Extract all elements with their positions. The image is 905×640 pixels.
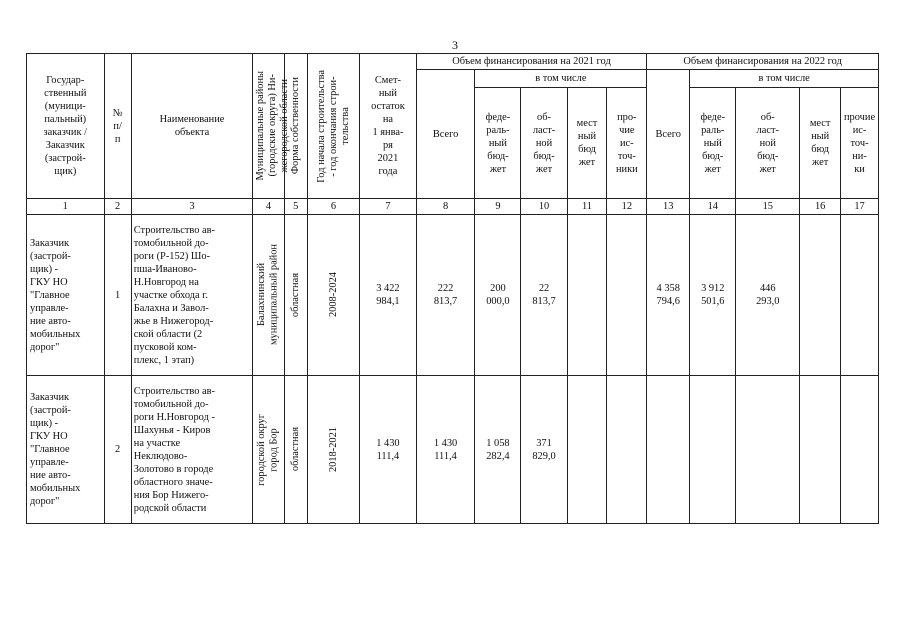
other-2022-cell: [841, 215, 879, 376]
column-number: 14: [690, 199, 736, 215]
total-2022-cell: [647, 376, 690, 524]
column-number: 7: [360, 199, 417, 215]
regional-2022-cell: 446 293,0: [736, 215, 800, 376]
header-fin-2021: Объем финансирования на 2021 год: [416, 54, 647, 70]
customer-cell: Заказчик (застрой- щик) - ГКУ НО "Главное управле- ние авто- мобильных дорог": [27, 215, 105, 376]
column-number: 11: [567, 199, 607, 215]
table-row: [27, 376, 879, 524]
page-number: 3: [452, 38, 458, 52]
regional-2022-cell: [736, 376, 800, 524]
other-2021-cell: [607, 215, 647, 376]
estimate-cell: 1 430 111,4: [360, 376, 417, 524]
total-2021-cell: 1 430 111,4: [416, 376, 475, 524]
header-district: Муниципальные районы (городские округа) Ни- жегородской области: [253, 54, 284, 199]
header-local-2022: мест ный бюд жет: [800, 88, 841, 199]
other-2021-cell: [607, 376, 647, 524]
header-federal-2022: феде- раль- ный бюд- жет: [690, 88, 736, 199]
years-cell: 2018-2021: [307, 376, 359, 524]
local-2021-cell: [567, 376, 607, 524]
years-cell: 2008-2024: [307, 215, 359, 376]
total-2022-cell: 4 358 794,6: [647, 215, 690, 376]
column-number: 12: [607, 199, 647, 215]
local-2022-cell: [800, 376, 841, 524]
header-regional-2022: об- ласт- ной бюд- жет: [736, 88, 800, 199]
local-2021-cell: [567, 215, 607, 376]
header-years: Год начала строительства - год окончания строи- тельства: [307, 54, 359, 199]
header-other-2021: про- чие ис- точ- ники: [607, 88, 647, 199]
regional-2021-cell: 22 813,7: [521, 215, 567, 376]
column-number: 3: [131, 199, 253, 215]
customer-cell: Заказчик (застрой- щик) - ГКУ НО "Главное управле- ние авто- мобильных дорог": [27, 376, 105, 524]
column-number: 10: [521, 199, 567, 215]
header-total-2021: Всего: [416, 70, 475, 199]
header-local-2021: мест ный бюд жет: [567, 88, 607, 199]
regional-2021-cell: 371 829,0: [521, 376, 567, 524]
federal-2022-cell: 3 912 501,6: [690, 215, 736, 376]
table-row: [27, 215, 879, 376]
header-customer: Государ- ственный (муници- пальный) заказчик / Заказчик (застрой- щик): [27, 54, 105, 199]
column-number: 6: [307, 199, 359, 215]
column-number-row: [27, 199, 879, 215]
column-number: 17: [841, 199, 879, 215]
header-num: № п/ п: [104, 54, 131, 199]
federal-2021-cell: 1 058 282,4: [475, 376, 521, 524]
column-number: 5: [284, 199, 307, 215]
district-cell: Балахнинский муниципальный район: [253, 215, 284, 376]
column-number: 4: [253, 199, 284, 215]
column-number: 15: [736, 199, 800, 215]
header-ownership: Форма собственности: [284, 54, 307, 199]
row-number: 1: [104, 215, 131, 376]
header-incl-2021: в том числе: [475, 70, 647, 88]
header-other-2022: прочие ис- точ- ни- ки: [841, 88, 879, 199]
other-2022-cell: [841, 376, 879, 524]
financing-table: [26, 53, 879, 524]
estimate-cell: 3 422 984,1: [360, 215, 417, 376]
ownership-cell: областная: [284, 215, 307, 376]
ownership-cell: областная: [284, 376, 307, 524]
federal-2021-cell: 200 000,0: [475, 215, 521, 376]
header-fin-2022: Объем финансирования на 2022 год: [647, 54, 879, 70]
object-name-cell: Строительство ав- томобильной до- роги (Р-152) Шо- пша-Иваново- Н.Новгород на участке обхода г. Балахна и Завол- жье в Нижегород- ской области (2 пусковой ком- плекс, 1 этап): [131, 215, 253, 376]
district-cell: городской округ город Бор: [253, 376, 284, 524]
header-federal-2021: феде- раль- ный бюд- жет: [475, 88, 521, 199]
header-object-name: Наименование объекта: [131, 54, 253, 199]
column-number: 13: [647, 199, 690, 215]
row-number: 2: [104, 376, 131, 524]
column-number: 9: [475, 199, 521, 215]
local-2022-cell: [800, 215, 841, 376]
column-number: 16: [800, 199, 841, 215]
header-estimate: Смет- ный остаток на 1 янва- ря 2021 года: [360, 54, 417, 199]
column-number: 8: [416, 199, 475, 215]
total-2021-cell: 222 813,7: [416, 215, 475, 376]
column-number: 2: [104, 199, 131, 215]
header-incl-2022: в том числе: [690, 70, 879, 88]
column-number: 1: [27, 199, 105, 215]
header-total-2022: Всего: [647, 70, 690, 199]
object-name-cell: Строительство ав- томобильной до- роги Н.Новгород - Шахунья - Киров на участке Неклюдово- Золотово в городе областного значе- ния Бор Нижего- родской области: [131, 376, 253, 524]
federal-2022-cell: [690, 376, 736, 524]
header-regional-2021: об- ласт- ной бюд- жет: [521, 88, 567, 199]
